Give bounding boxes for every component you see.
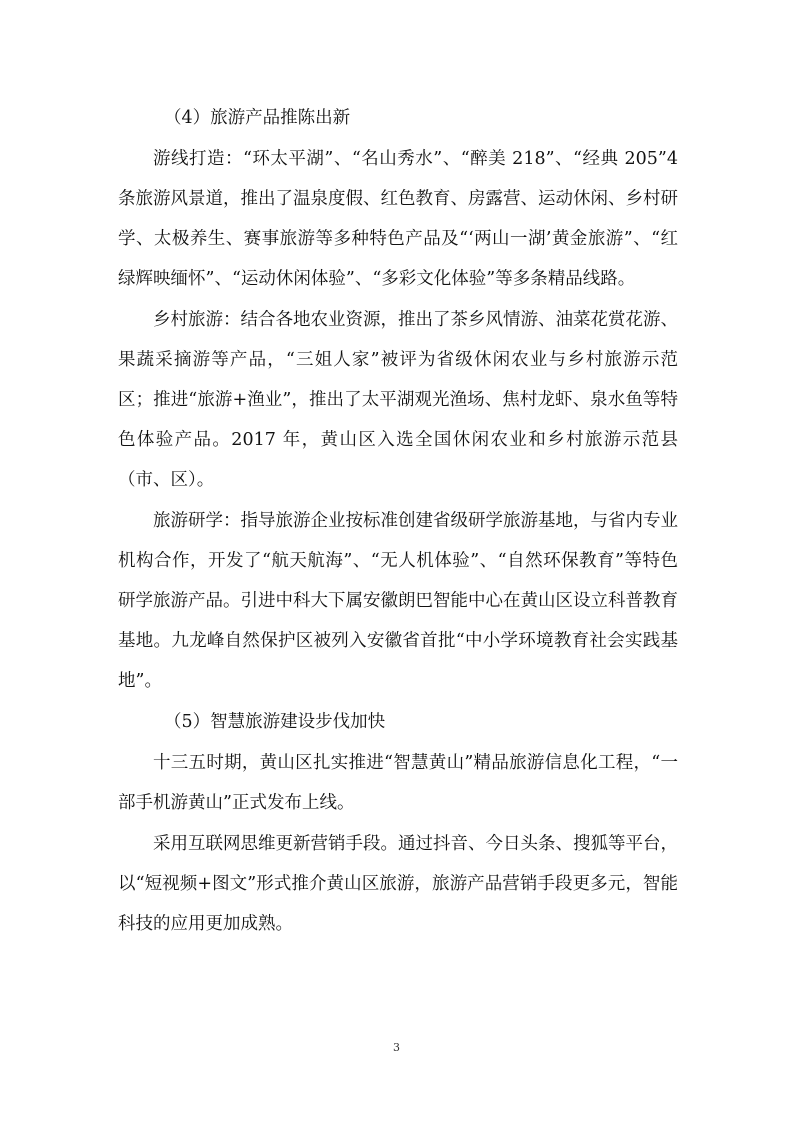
paragraph-smart-huangshan: 十三五时期，黄山区扎实推进“智慧黄山”精品旅游信息化工程，“一部手机游黄山”正式发布上线。 bbox=[118, 753, 678, 813]
document-body bbox=[118, 98, 678, 945]
section-heading-4: （4）旅游产品推陈出新 bbox=[164, 108, 351, 128]
paragraph-route-building: 游线打造：“环太平湖”、“名山秀水”、“醉美 218”、“经典 205”4 条旅游风景道，推出了温泉度假、红色教育、房露营、运动休闲、乡村研学、太极养生、赛事旅游等多种特色产品及“‘两山一湖’黄金旅游”、“红绿辉映缅怀”、“运动休闲体验”、“多彩文化体验”等多条精品线路。 bbox=[118, 149, 678, 289]
page-number: 3 bbox=[393, 1041, 400, 1054]
section-heading-5: （5）智慧旅游建设步伐加快 bbox=[164, 712, 386, 732]
paragraph-rural-tourism: 乡村旅游：结合各地农业资源，推出了茶乡风情游、油菜花赏花游、果蔬采摘游等产品，“三姐人家”被评为省级休闲农业与乡村旅游示范区；推进“旅游+渔业”，推出了太平湖观光渔场、焦村龙虾、泉水鱼等特色体验产品。2017 年，黄山区入选全国休闲农业和乡村旅游示范县（市、区）。 bbox=[118, 310, 678, 490]
paragraph-study-tourism: 旅游研学：指导旅游企业按标准创建省级研学旅游基地，与省内专业机构合作，开发了“航天航海”、“无人机体验”、“自然环保教育”等特色研学旅游产品。引进中科大下属安徽朗巴智能中心在黄山区设立科普教育基地。九龙峰自然保护区被列入安徽省首批“中小学环境教育社会实践基地”。 bbox=[118, 511, 678, 691]
paragraph-internet-marketing: 采用互联网思维更新营销手段。通过抖音、今日头条、搜狐等平台，以“短视频+图文”形式推介黄山区旅游，旅游产品营销手段更多元，智能科技的应用更加成熟。 bbox=[118, 834, 678, 934]
